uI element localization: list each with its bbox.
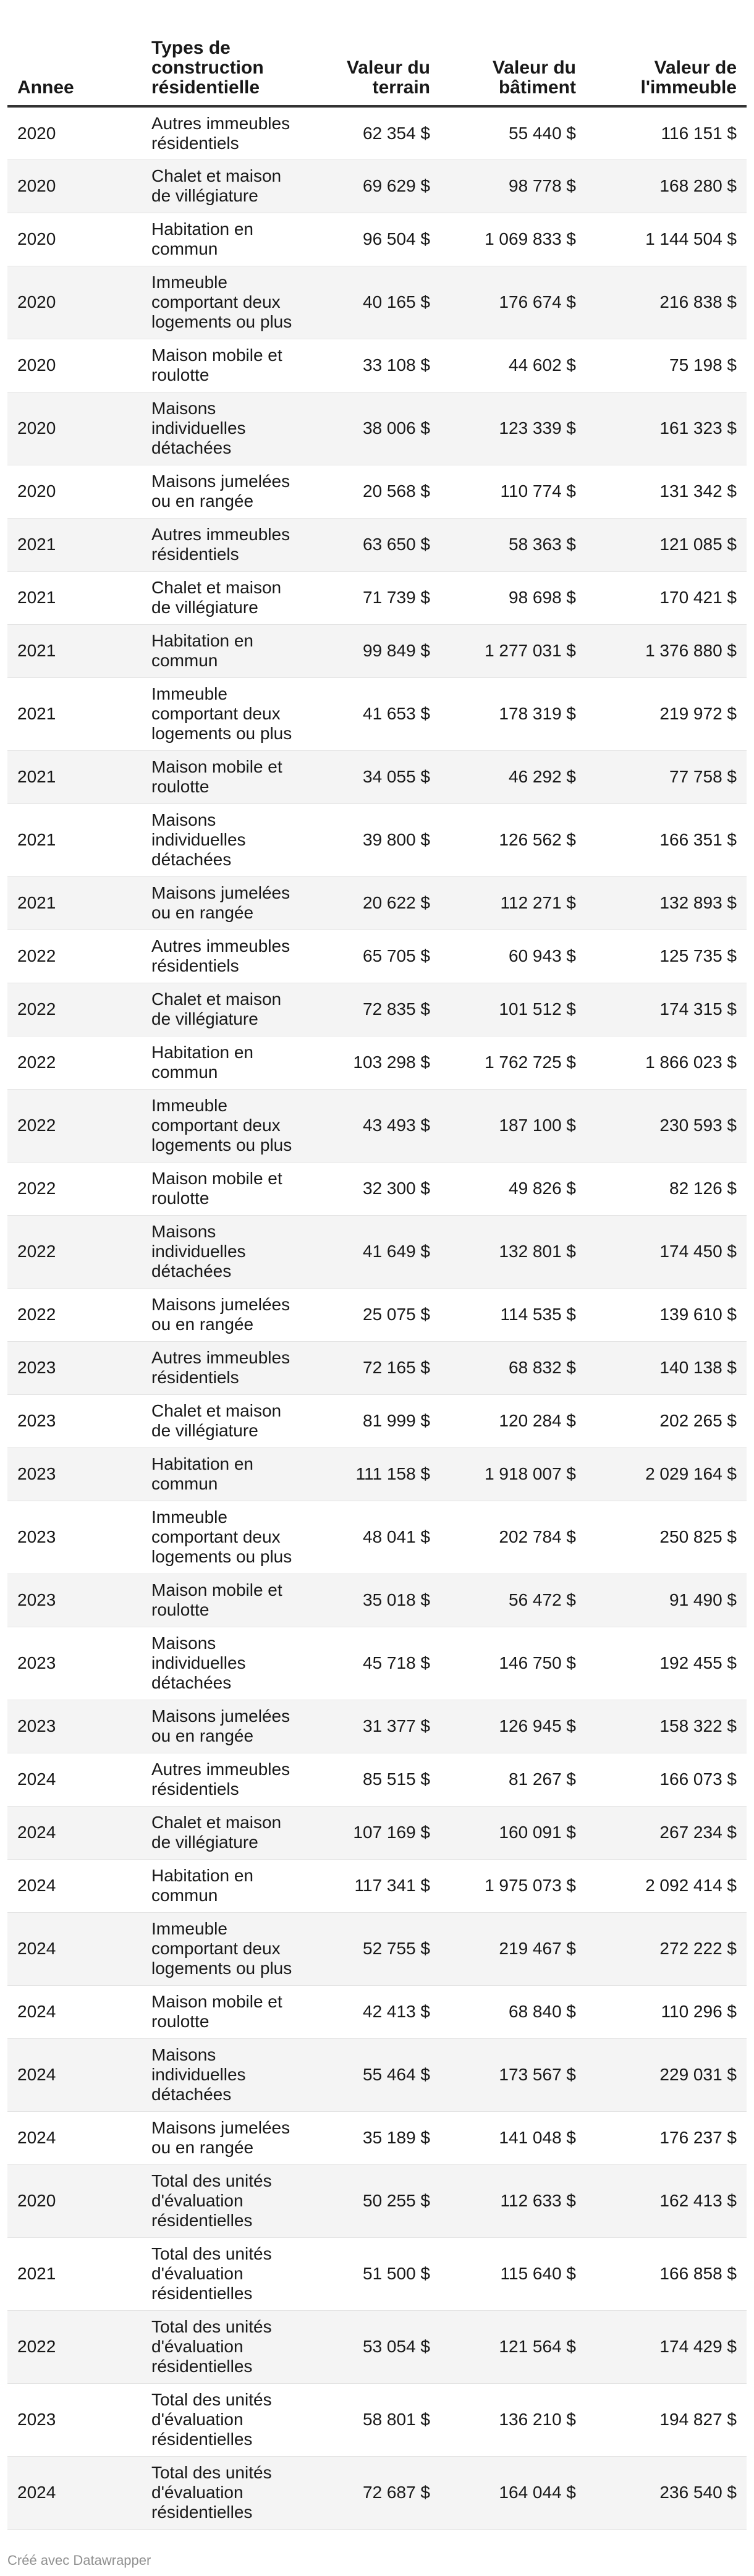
cell-building-value: 112 633 $ [440,2164,586,2237]
cell-property-value: 219 972 $ [586,677,747,750]
cell-construction-type: Chalet et maison de villégiature [142,571,306,624]
header-land-value[interactable]: Valeur du terrain [306,0,440,106]
cell-construction-type: Autres immeubles résidentiels [142,106,306,159]
cell-year: 2024 [7,2038,142,2111]
cell-year: 2021 [7,803,142,876]
cell-land-value: 58 801 $ [306,2383,440,2456]
cell-land-value: 45 718 $ [306,1627,440,1700]
cell-property-value: 2 092 414 $ [586,1859,747,1912]
cell-property-value: 139 610 $ [586,1288,747,1341]
cell-land-value: 53 054 $ [306,2310,440,2383]
cell-land-value: 81 999 $ [306,1394,440,1447]
cell-building-value: 1 918 007 $ [440,1447,586,1501]
table-row [7,1089,747,1162]
cell-construction-type: Maison mobile et roulotte [142,339,306,392]
cell-construction-type: Maisons individuelles détachées [142,392,306,465]
cell-building-value: 176 674 $ [440,266,586,339]
cell-year: 2021 [7,624,142,677]
cell-building-value: 49 826 $ [440,1162,586,1215]
cell-property-value: 125 735 $ [586,930,747,983]
cell-property-value: 166 351 $ [586,803,747,876]
table-row [7,930,747,983]
cell-property-value: 216 838 $ [586,266,747,339]
header-construction-type[interactable]: Types de construction résidentielle [142,0,306,106]
cell-property-value: 91 490 $ [586,1574,747,1627]
table-row [7,2383,747,2456]
cell-construction-type: Habitation en commun [142,624,306,677]
cell-year: 2024 [7,2111,142,2164]
cell-year: 2023 [7,1627,142,1700]
cell-construction-type: Maisons jumelées ou en rangée [142,1700,306,1753]
cell-year: 2022 [7,1162,142,1215]
cell-land-value: 38 006 $ [306,392,440,465]
cell-property-value: 272 222 $ [586,1912,747,1985]
cell-year: 2023 [7,1447,142,1501]
table-row [7,1036,747,1089]
cell-year: 2023 [7,1700,142,1753]
cell-construction-type: Autres immeubles résidentiels [142,1753,306,1806]
cell-land-value: 52 755 $ [306,1912,440,1985]
cell-property-value: 168 280 $ [586,159,747,213]
datawrapper-credit[interactable]: Créé avec Datawrapper [7,2553,151,2568]
cell-property-value: 166 858 $ [586,2237,747,2310]
cell-property-value: 229 031 $ [586,2038,747,2111]
table-row [7,1162,747,1215]
cell-land-value: 72 835 $ [306,983,440,1036]
cell-land-value: 103 298 $ [306,1036,440,1089]
cell-construction-type: Immeuble comportant deux logements ou plus [142,677,306,750]
cell-land-value: 41 653 $ [306,677,440,750]
table-row [7,2038,747,2111]
cell-year: 2023 [7,1341,142,1394]
cell-construction-type: Total des unités d'évaluation résidentielles [142,2237,306,2310]
cell-property-value: 116 151 $ [586,106,747,159]
cell-year: 2020 [7,392,142,465]
cell-land-value: 33 108 $ [306,339,440,392]
cell-land-value: 42 413 $ [306,1985,440,2038]
cell-year: 2022 [7,2310,142,2383]
cell-year: 2021 [7,750,142,803]
cell-building-value: 219 467 $ [440,1912,586,1985]
cell-building-value: 173 567 $ [440,2038,586,2111]
header-building-value[interactable]: Valeur du bâtiment [440,0,586,106]
cell-construction-type: Maison mobile et roulotte [142,1574,306,1627]
cell-construction-type: Maisons jumelées ou en rangée [142,2111,306,2164]
cell-year: 2022 [7,1089,142,1162]
table-row [7,1447,747,1501]
cell-year: 2020 [7,2164,142,2237]
table-row [7,339,747,392]
table-row [7,1700,747,1753]
cell-building-value: 46 292 $ [440,750,586,803]
cell-construction-type: Maisons jumelées ou en rangée [142,876,306,930]
header-year[interactable]: Annee [7,0,142,106]
cell-year: 2022 [7,1215,142,1288]
table-row [7,1753,747,1806]
table-row [7,677,747,750]
cell-land-value: 34 055 $ [306,750,440,803]
cell-year: 2023 [7,1501,142,1574]
cell-construction-type: Immeuble comportant deux logements ou plus [142,266,306,339]
cell-building-value: 1 277 031 $ [440,624,586,677]
cell-year: 2022 [7,930,142,983]
cell-land-value: 117 341 $ [306,1859,440,1912]
cell-building-value: 1 069 833 $ [440,213,586,266]
cell-land-value: 71 739 $ [306,571,440,624]
table-row [7,106,747,159]
cell-building-value: 68 832 $ [440,1341,586,1394]
cell-property-value: 267 234 $ [586,1806,747,1859]
cell-year: 2021 [7,2237,142,2310]
cell-land-value: 25 075 $ [306,1288,440,1341]
cell-land-value: 72 165 $ [306,1341,440,1394]
cell-property-value: 194 827 $ [586,2383,747,2456]
cell-construction-type: Total des unités d'évaluation résidentielles [142,2456,306,2529]
cell-building-value: 60 943 $ [440,930,586,983]
cell-construction-type: Habitation en commun [142,1036,306,1089]
table-row [7,1912,747,1985]
cell-land-value: 43 493 $ [306,1089,440,1162]
cell-year: 2020 [7,159,142,213]
cell-construction-type: Chalet et maison de villégiature [142,1806,306,1859]
cell-land-value: 35 018 $ [306,1574,440,1627]
cell-building-value: 1 975 073 $ [440,1859,586,1912]
table-row [7,1341,747,1394]
cell-land-value: 72 687 $ [306,2456,440,2529]
cell-building-value: 178 319 $ [440,677,586,750]
cell-property-value: 174 315 $ [586,983,747,1036]
cell-construction-type: Immeuble comportant deux logements ou plus [142,1089,306,1162]
cell-year: 2020 [7,339,142,392]
cell-construction-type: Autres immeubles résidentiels [142,518,306,571]
cell-building-value: 98 778 $ [440,159,586,213]
cell-building-value: 126 562 $ [440,803,586,876]
table-row [7,750,747,803]
table-row [7,1806,747,1859]
cell-property-value: 121 085 $ [586,518,747,571]
cell-year: 2020 [7,465,142,518]
table-row [7,803,747,876]
cell-land-value: 20 568 $ [306,465,440,518]
cell-property-value: 131 342 $ [586,465,747,518]
cell-building-value: 132 801 $ [440,1215,586,1288]
cell-construction-type: Habitation en commun [142,1859,306,1912]
cell-land-value: 31 377 $ [306,1700,440,1753]
cell-property-value: 77 758 $ [586,750,747,803]
table-row [7,1574,747,1627]
table-row [7,2237,747,2310]
cell-building-value: 112 271 $ [440,876,586,930]
table-row [7,1501,747,1574]
table-row [7,266,747,339]
cell-property-value: 236 540 $ [586,2456,747,2529]
cell-year: 2024 [7,1912,142,1985]
cell-property-value: 230 593 $ [586,1089,747,1162]
cell-land-value: 96 504 $ [306,213,440,266]
table-row [7,983,747,1036]
cell-building-value: 114 535 $ [440,1288,586,1341]
cell-construction-type: Total des unités d'évaluation résidentielles [142,2310,306,2383]
table-row [7,1627,747,1700]
cell-building-value: 164 044 $ [440,2456,586,2529]
table-row [7,392,747,465]
cell-property-value: 140 138 $ [586,1341,747,1394]
cell-year: 2024 [7,1985,142,2038]
table-row [7,465,747,518]
cell-construction-type: Maisons individuelles détachées [142,1627,306,1700]
cell-building-value: 68 840 $ [440,1985,586,2038]
cell-land-value: 55 464 $ [306,2038,440,2111]
cell-building-value: 56 472 $ [440,1574,586,1627]
cell-year: 2022 [7,1036,142,1089]
table-row [7,518,747,571]
cell-land-value: 107 169 $ [306,1806,440,1859]
cell-building-value: 187 100 $ [440,1089,586,1162]
cell-property-value: 75 198 $ [586,339,747,392]
table-row [7,1394,747,1447]
cell-construction-type: Chalet et maison de villégiature [142,983,306,1036]
cell-construction-type: Maison mobile et roulotte [142,1162,306,1215]
cell-year: 2021 [7,571,142,624]
table-row [7,2310,747,2383]
cell-construction-type: Autres immeubles résidentiels [142,1341,306,1394]
cell-property-value: 161 323 $ [586,392,747,465]
cell-building-value: 136 210 $ [440,2383,586,2456]
cell-land-value: 41 649 $ [306,1215,440,1288]
cell-land-value: 111 158 $ [306,1447,440,1501]
cell-property-value: 158 322 $ [586,1700,747,1753]
cell-building-value: 44 602 $ [440,339,586,392]
header-row [7,0,747,106]
cell-building-value: 1 762 725 $ [440,1036,586,1089]
cell-property-value: 132 893 $ [586,876,747,930]
cell-property-value: 2 029 164 $ [586,1447,747,1501]
table-row [7,1985,747,2038]
table-row [7,624,747,677]
cell-construction-type: Total des unités d'évaluation résidentielles [142,2164,306,2237]
cell-year: 2023 [7,1574,142,1627]
cell-year: 2022 [7,983,142,1036]
cell-construction-type: Maison mobile et roulotte [142,1985,306,2038]
cell-land-value: 51 500 $ [306,2237,440,2310]
cell-land-value: 35 189 $ [306,2111,440,2164]
cell-year: 2021 [7,876,142,930]
cell-year: 2022 [7,1288,142,1341]
cell-building-value: 202 784 $ [440,1501,586,1574]
cell-land-value: 69 629 $ [306,159,440,213]
cell-property-value: 192 455 $ [586,1627,747,1700]
cell-property-value: 250 825 $ [586,1501,747,1574]
cell-year: 2024 [7,1859,142,1912]
table-row [7,876,747,930]
cell-property-value: 174 429 $ [586,2310,747,2383]
cell-construction-type: Autres immeubles résidentiels [142,930,306,983]
cell-property-value: 166 073 $ [586,1753,747,1806]
cell-year: 2020 [7,213,142,266]
cell-building-value: 101 512 $ [440,983,586,1036]
table-row [7,1288,747,1341]
cell-construction-type: Immeuble comportant deux logements ou plus [142,1912,306,1985]
cell-year: 2024 [7,2456,142,2529]
cell-building-value: 120 284 $ [440,1394,586,1447]
cell-construction-type: Maisons individuelles détachées [142,1215,306,1288]
cell-construction-type: Chalet et maison de villégiature [142,159,306,213]
cell-year: 2023 [7,1394,142,1447]
cell-construction-type: Maisons jumelées ou en rangée [142,465,306,518]
table-row [7,571,747,624]
header-property-value[interactable]: Valeur de l'immeuble [586,0,747,106]
cell-year: 2023 [7,2383,142,2456]
cell-property-value: 1 866 023 $ [586,1036,747,1089]
cell-land-value: 63 650 $ [306,518,440,571]
table-row [7,1859,747,1912]
cell-year: 2020 [7,106,142,159]
cell-land-value: 48 041 $ [306,1501,440,1574]
cell-land-value: 99 849 $ [306,624,440,677]
table-row [7,2111,747,2164]
cell-building-value: 98 698 $ [440,571,586,624]
cell-land-value: 85 515 $ [306,1753,440,1806]
cell-property-value: 202 265 $ [586,1394,747,1447]
cell-building-value: 81 267 $ [440,1753,586,1806]
cell-construction-type: Immeuble comportant deux logements ou plus [142,1501,306,1574]
cell-property-value: 170 421 $ [586,571,747,624]
cell-construction-type: Maisons individuelles détachées [142,2038,306,2111]
cell-construction-type: Total des unités d'évaluation résidentielles [142,2383,306,2456]
cell-land-value: 40 165 $ [306,266,440,339]
table-row [7,1215,747,1288]
cell-construction-type: Maisons individuelles détachées [142,803,306,876]
cell-construction-type: Chalet et maison de villégiature [142,1394,306,1447]
cell-land-value: 65 705 $ [306,930,440,983]
cell-construction-type: Maisons jumelées ou en rangée [142,1288,306,1341]
cell-construction-type: Habitation en commun [142,213,306,266]
cell-property-value: 1 376 880 $ [586,624,747,677]
cell-land-value: 50 255 $ [306,2164,440,2237]
cell-property-value: 110 296 $ [586,1985,747,2038]
cell-land-value: 32 300 $ [306,1162,440,1215]
cell-property-value: 162 413 $ [586,2164,747,2237]
property-values-table [7,0,747,2530]
cell-year: 2021 [7,518,142,571]
cell-land-value: 62 354 $ [306,106,440,159]
table-row [7,2164,747,2237]
cell-building-value: 55 440 $ [440,106,586,159]
cell-year: 2021 [7,677,142,750]
cell-building-value: 160 091 $ [440,1806,586,1859]
cell-building-value: 58 363 $ [440,518,586,571]
cell-property-value: 1 144 504 $ [586,213,747,266]
cell-land-value: 20 622 $ [306,876,440,930]
cell-building-value: 115 640 $ [440,2237,586,2310]
cell-building-value: 126 945 $ [440,1700,586,1753]
table-row [7,159,747,213]
cell-property-value: 82 126 $ [586,1162,747,1215]
table-row [7,2456,747,2529]
cell-construction-type: Habitation en commun [142,1447,306,1501]
cell-property-value: 174 450 $ [586,1215,747,1288]
cell-building-value: 123 339 $ [440,392,586,465]
cell-property-value: 176 237 $ [586,2111,747,2164]
cell-building-value: 146 750 $ [440,1627,586,1700]
cell-building-value: 110 774 $ [440,465,586,518]
cell-year: 2020 [7,266,142,339]
table-header [7,0,747,106]
table-body [7,106,747,2529]
cell-construction-type: Maison mobile et roulotte [142,750,306,803]
cell-building-value: 121 564 $ [440,2310,586,2383]
cell-land-value: 39 800 $ [306,803,440,876]
table-row [7,213,747,266]
cell-year: 2024 [7,1753,142,1806]
cell-year: 2024 [7,1806,142,1859]
cell-building-value: 141 048 $ [440,2111,586,2164]
